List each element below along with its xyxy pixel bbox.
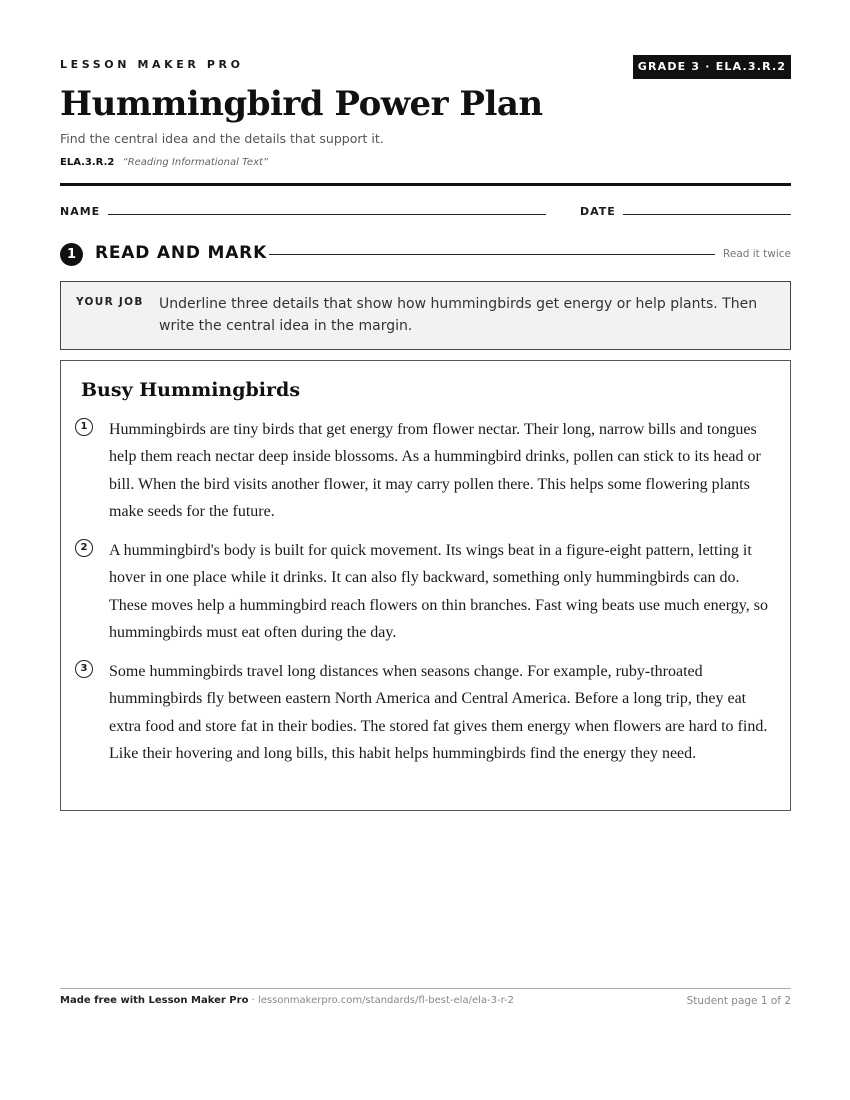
- page-title: Hummingbird Power Plan: [60, 84, 543, 124]
- brand-name: LESSON MAKER PRO: [60, 58, 244, 71]
- paragraph-text: A hummingbird's body is built for quick movement. Its wings beat in a figure-eight pattern, letting it hover in one place while it drinks. It can also fly backward, something only hummingbirds can do. These moves help a hummingbird reach flowers on thin branches. Fast wing beats use much energy, so hummingbirds must eat often during the day.: [109, 542, 768, 641]
- worksheet-page: [60, 0, 791, 1100]
- paragraph-number: 1: [75, 418, 93, 436]
- name-field[interactable]: [108, 214, 546, 215]
- name-label: NAME: [60, 205, 101, 218]
- section-note: Read it twice: [723, 248, 791, 260]
- date-field[interactable]: [623, 214, 791, 215]
- date-label: DATE: [580, 205, 616, 218]
- paragraph-text: Some hummingbirds travel long distances when seasons change. For example, ruby-throated hummingbirds fly between eastern North America and Central America. Before a long trip, they eat extra food and store fat in their bodies. The stored fat gives them energy when flowers are hard to find. Like their hovering and long bills, this habit helps hummingbirds find the energy they need.: [109, 663, 768, 762]
- standard-line: [60, 157, 268, 168]
- standard-name: “Reading Informational Text”: [122, 157, 269, 168]
- footer-credit: [60, 995, 514, 1006]
- instructions-label: YOUR JOB: [76, 296, 144, 308]
- paragraph-number: 2: [75, 539, 93, 557]
- footer-url[interactable]: · lessonmakerpro.com/standards/fl-best-ela/ela-3-r-2: [248, 995, 515, 1006]
- section-title: READ AND MARK: [95, 243, 268, 263]
- paragraph-number: 3: [75, 660, 93, 678]
- instructions-box: [60, 281, 791, 350]
- section-divider: [269, 254, 715, 255]
- reading-passage: [60, 360, 791, 811]
- footer-brand: Made free with Lesson Maker Pro: [60, 995, 249, 1006]
- grade-badge: GRADE 3 · ELA.3.R.2: [633, 55, 791, 79]
- paragraph-text: Hummingbirds are tiny birds that get energy from flower nectar. Their long, narrow bills and tongues help them reach nectar deep inside blossoms. As a hummingbird drinks, pollen can stick to its head or bill. When the bird visits another flower, it may carry pollen there. This helps some flowering plants make seeds for the future.: [109, 421, 761, 520]
- section-number-badge: 1: [60, 243, 83, 266]
- page-subtitle: Find the central idea and the details that support it.: [60, 131, 384, 146]
- header-divider: [60, 183, 791, 186]
- page-number: Student page 1 of 2: [686, 995, 791, 1007]
- footer-divider: [60, 988, 791, 989]
- instructions-text: Underline three details that show how hummingbirds get energy or help plants. Then write the central idea in the margin.: [159, 296, 758, 334]
- passage-title: Busy Hummingbirds: [81, 379, 301, 401]
- standard-code: ELA.3.R.2: [60, 157, 115, 168]
